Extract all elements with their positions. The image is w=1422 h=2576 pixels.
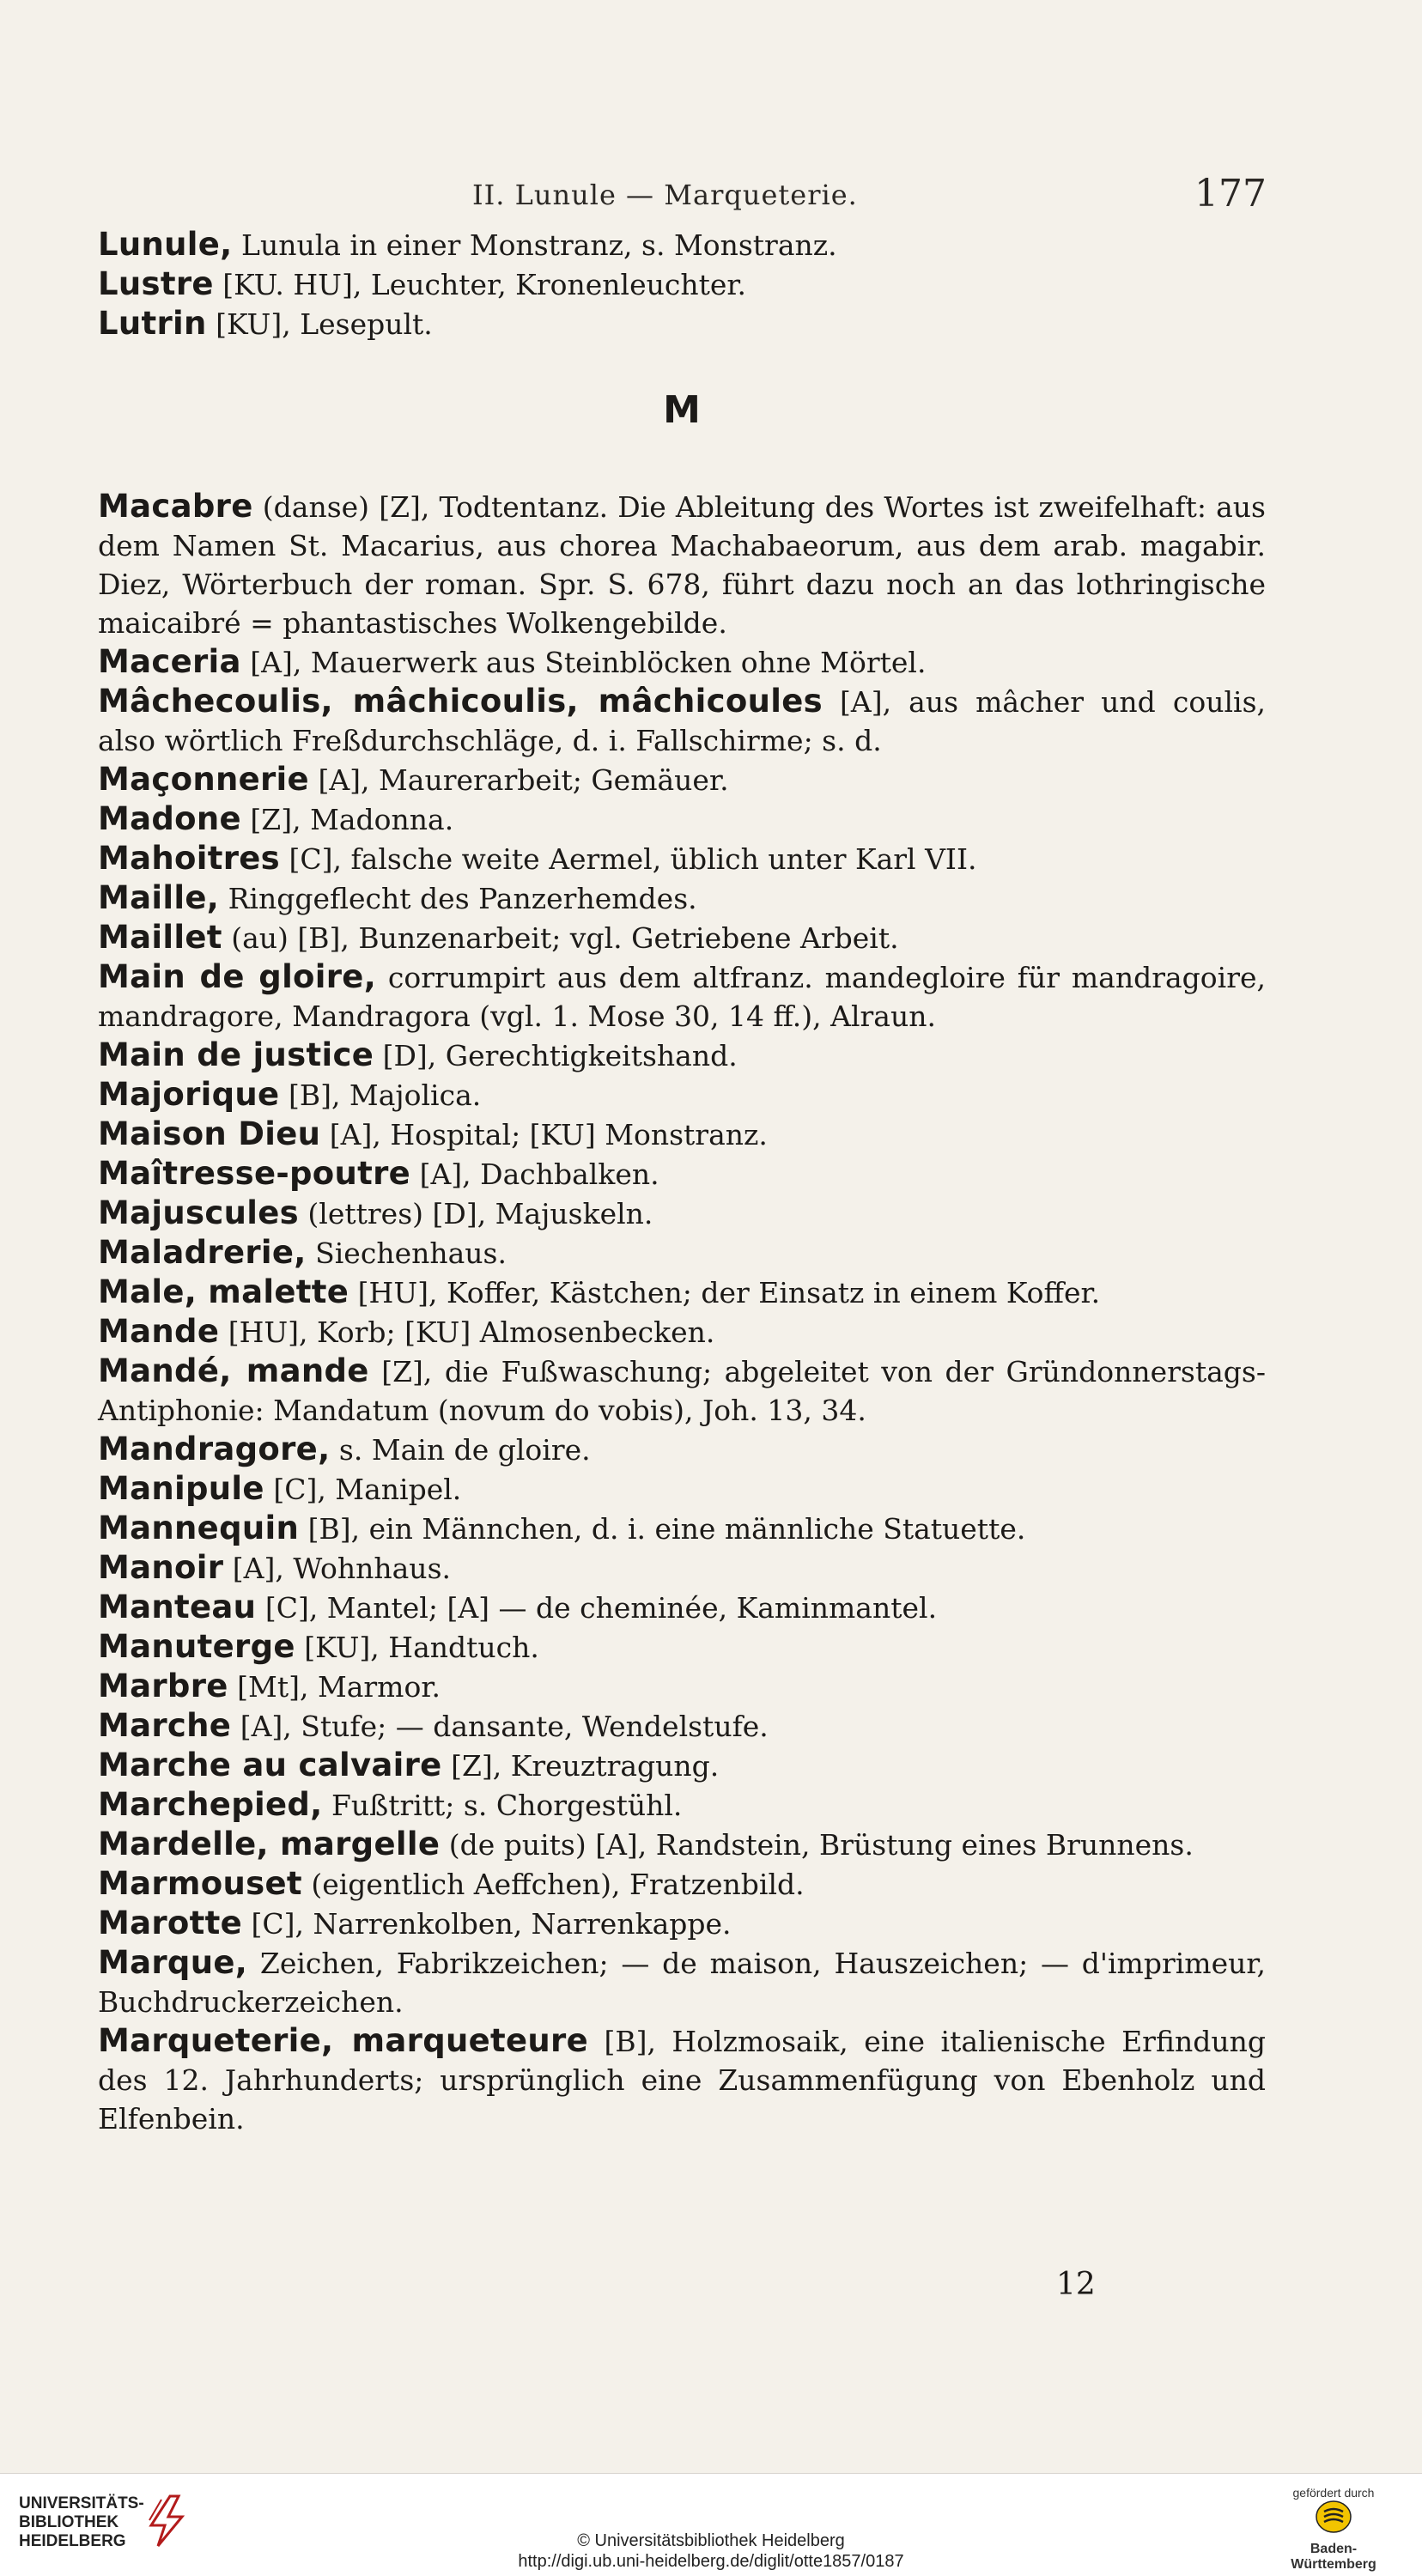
entry-headword: Majorique <box>98 1076 280 1113</box>
entry-definition: [C], Mantel; [A] — de cheminée, Kaminmantel. <box>256 1591 938 1625</box>
entry-headword: Mande <box>98 1313 220 1350</box>
entry-headword: Marque, <box>98 1944 248 1981</box>
dictionary-entry <box>98 225 1266 264</box>
entry-definition: [A], Dachbalken. <box>410 1157 659 1191</box>
entry-definition: Zeichen, Fabrikzeichen; — de maison, Hauszeichen; — d'imprimeur, Buchdruckerzeichen. <box>98 1947 1266 2019</box>
entry-headword: Mandé, mande <box>98 1352 369 1389</box>
entry-headword: Lustre <box>98 265 214 302</box>
entry-headword: Manuterge <box>98 1628 295 1665</box>
dictionary-entry <box>98 1548 1266 1588</box>
entry-headword: Madone <box>98 800 241 837</box>
sponsor-block[interactable] <box>1269 2486 1398 2573</box>
dictionary-entry <box>98 1036 1266 1075</box>
entry-headword: Manipule <box>98 1470 264 1507</box>
entry-definition: (au) [B], Bunzenarbeit; vgl. Getriebene Arbeit. <box>222 921 899 955</box>
entry-headword: Mahoitres <box>98 840 280 877</box>
entry-headword: Mardelle, margelle <box>98 1826 441 1862</box>
dictionary-entry <box>98 839 1266 878</box>
entry-headword: Main de gloire, <box>98 958 377 995</box>
entry-definition: [HU], Korb; [KU] Almosenbecken. <box>219 1315 715 1349</box>
dictionary-entry <box>98 682 1266 760</box>
dictionary-entry <box>98 304 1266 343</box>
dictionary-entry <box>98 487 1266 642</box>
dictionary-entry <box>98 1588 1266 1627</box>
page-number: 177 <box>1194 172 1267 216</box>
entry-definition: [A], Hospital; [KU] Monstranz. <box>320 1118 768 1151</box>
dictionary-entry <box>98 1627 1266 1667</box>
entry-headword: Majuscules <box>98 1194 299 1231</box>
state-coat-of-arms-icon <box>1314 2500 1353 2534</box>
dictionary-entry <box>98 1667 1266 1706</box>
entry-definition: [A], Wohnhaus. <box>223 1552 451 1585</box>
dictionary-entry <box>98 1904 1266 1943</box>
entry-definition: Lunula in einer Monstranz, s. Monstranz. <box>232 228 837 262</box>
dictionary-entry <box>98 1746 1266 1785</box>
entry-definition: [Mt], Marmor. <box>228 1670 441 1704</box>
entry-headword: Manoir <box>98 1549 224 1586</box>
viewer-footer <box>0 2473 1422 2576</box>
entry-headword: Marbre <box>98 1668 228 1704</box>
entry-definition: (eigentlich Aeffchen), Fratzenbild. <box>301 1868 805 1901</box>
entry-definition: [HU], Koffer, Kästchen; der Einsatz in einem Koffer. <box>349 1276 1101 1309</box>
entry-definition: Ringgeflecht des Panzerhemdes. <box>219 882 697 915</box>
library-name-line3: HEIDELBERG <box>19 2532 126 2550</box>
running-head-title: II. Lunule — Marqueterie. <box>472 179 858 211</box>
entry-definition: [B], Majolica. <box>279 1078 482 1112</box>
entry-headword: Marchepied, <box>98 1786 323 1823</box>
entry-definition: [KU], Handtuch. <box>295 1631 539 1664</box>
entry-definition: [A], Maurerarbeit; Gemäuer. <box>308 763 729 797</box>
entry-definition: [KU. HU], Leuchter, Kronenleuchter. <box>213 268 747 301</box>
entry-definition: [Z], Madonna. <box>240 803 454 836</box>
dictionary-entry <box>98 642 1266 682</box>
entry-definition: [B], Holzmosaik, eine italienische Erfindung des 12. Jahrhunderts; ursprünglich eine Zusammenfügung von Ebenholz und Elfenbein. <box>98 2025 1266 2136</box>
dictionary-entry <box>98 918 1266 957</box>
dictionary-entry <box>98 1312 1266 1352</box>
library-name-line2: BIBLIOTHEK <box>19 2513 119 2531</box>
entries-section-m <box>98 487 1266 2138</box>
entry-headword: Marmouset <box>98 1865 302 1902</box>
entry-headword: Main de justice <box>98 1036 374 1073</box>
entry-definition: Fußtritt; s. Chorgestühl. <box>322 1789 683 1822</box>
entry-headword: Maîtresse-poutre <box>98 1155 411 1192</box>
dictionary-entry <box>98 799 1266 839</box>
running-head <box>94 172 1267 223</box>
entry-definition: [A], Mauerwerk aus Steinblöcken ohne Mörtel. <box>240 646 927 679</box>
entry-definition: [C], falsche weite Aermel, üblich unter Karl VII. <box>279 842 977 876</box>
entry-headword: Maison Dieu <box>98 1115 321 1152</box>
entry-headword: Macabre <box>98 488 253 525</box>
dictionary-entry <box>98 1430 1266 1469</box>
entry-headword: Maçonnerie <box>98 761 309 798</box>
entry-headword: Male, malette <box>98 1273 349 1310</box>
entry-definition: [Z], Kreuztragung. <box>441 1749 720 1783</box>
section-letter: M <box>663 388 701 432</box>
entry-headword: Marqueterie, marqueteure <box>98 2022 588 2059</box>
dictionary-entry <box>98 1785 1266 1825</box>
sponsor-label: gefördert durch <box>1292 2486 1375 2500</box>
entry-headword: Marche <box>98 1707 232 1744</box>
dictionary-entry <box>98 1706 1266 1746</box>
dictionary-entry <box>98 2021 1266 2138</box>
entry-headword: Maladrerie, <box>98 1234 307 1271</box>
entry-headword: Maceria <box>98 643 241 680</box>
copyright-text: © Universitätsbibliothek Heidelberg <box>577 2531 845 2550</box>
entry-definition: [C], Narrenkolben, Narrenkappe. <box>242 1907 732 1941</box>
entry-definition: corrumpirt aus dem altfranz. mandegloire für mandragoire, mandragore, Mandragora (vgl. 1. Mose 30, 14 ff.), Alraun. <box>98 961 1266 1033</box>
entry-definition: Siechenhaus. <box>306 1236 507 1270</box>
dictionary-entry <box>98 1194 1266 1233</box>
permalink-url[interactable]: http://digi.ub.uni-heidelberg.de/diglit/otte1857/0187 <box>518 2552 904 2571</box>
entry-headword: Lutrin <box>98 305 207 342</box>
dictionary-entry <box>98 1273 1266 1312</box>
entry-headword: Maille, <box>98 879 220 916</box>
dictionary-entry <box>98 1154 1266 1194</box>
entry-definition: [D], Gerechtigkeitshand. <box>374 1039 738 1072</box>
dictionary-entry <box>98 1469 1266 1509</box>
entry-definition: [KU], Lesepult. <box>206 307 433 341</box>
entry-definition: (danse) [Z], Todtentanz. Die Ableitung des Wortes ist zweifelhaft: aus dem Namen St. Macarius, aus chorea Machabaeorum, aus dem arab. magabir. Diez, Wörterbuch der roman. Spr. S. 678, führt dazu noch an das lothringische maicaibré = phantastisches Wolkengebilde. <box>98 490 1266 640</box>
entry-definition: s. Main de gloire. <box>330 1433 591 1467</box>
signature-mark: 12 <box>1056 2267 1096 2302</box>
dictionary-entry <box>98 1825 1266 1864</box>
entry-headword: Manteau <box>98 1589 257 1625</box>
library-name-line1: UNIVERSITÄTS- <box>19 2494 144 2512</box>
entry-definition: [A], aus mâcher und coulis, also wörtlich Freßdurchschläge, d. i. Fallschirme; s. d. <box>98 685 1267 757</box>
dictionary-entry <box>98 1075 1266 1115</box>
entry-definition: [A], Stufe; — dansante, Wendelstufe. <box>231 1710 769 1743</box>
dictionary-entry <box>98 1943 1266 2021</box>
entry-headword: Mandragore, <box>98 1431 331 1467</box>
entry-headword: Mannequin <box>98 1510 300 1546</box>
entry-headword: Marotte <box>98 1905 243 1941</box>
dictionary-entry <box>98 878 1266 918</box>
dictionary-entry <box>98 957 1266 1036</box>
dictionary-entry <box>98 264 1266 304</box>
entry-definition: [B], ein Männchen, d. i. eine männliche Statuette. <box>299 1512 1026 1546</box>
dictionary-entry <box>98 1115 1266 1154</box>
entry-definition: [C], Manipel. <box>264 1473 462 1506</box>
sponsor-name: Baden-Württemberg <box>1291 2542 1376 2572</box>
dictionary-entry <box>98 1233 1266 1273</box>
entry-definition: [Z], die Fußwaschung; abgeleitet von der Gründonnerstags-Antiphonie: Mandatum (novum do vobis), Joh. 13, 34. <box>98 1355 1266 1427</box>
entry-definition: (lettres) [D], Majuskeln. <box>298 1197 653 1230</box>
dictionary-entry <box>98 1509 1266 1548</box>
entry-definition: (de puits) [A], Randstein, Brüstung eines Brunnens. <box>440 1828 1194 1862</box>
dictionary-entry <box>98 760 1266 799</box>
dictionary-entry <box>98 1352 1266 1430</box>
entry-headword: Marche au calvaire <box>98 1747 442 1783</box>
dictionary-entries <box>98 225 1266 2138</box>
entry-headword: Mâchecoulis, mâchicoulis, mâchicoules <box>98 683 823 720</box>
dictionary-entry <box>98 1864 1266 1904</box>
entries-before-section <box>98 225 1266 343</box>
copyright-block <box>0 2530 1422 2572</box>
entry-headword: Maillet <box>98 919 222 956</box>
entry-headword: Lunule, <box>98 226 233 263</box>
